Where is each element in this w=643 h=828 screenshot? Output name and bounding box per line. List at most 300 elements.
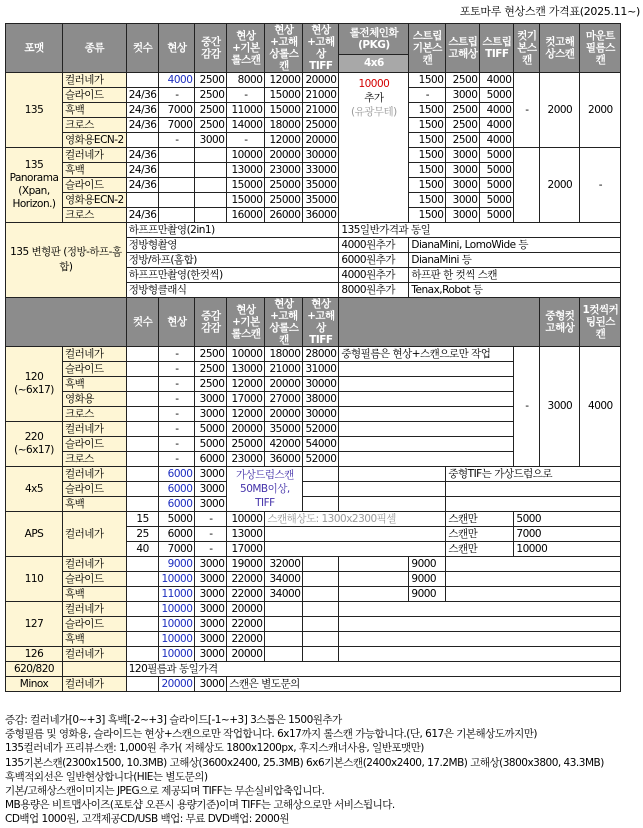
- basic-scan-price: -: [227, 88, 265, 103]
- push-price: 3000: [195, 497, 227, 512]
- push-price: 3000: [195, 407, 227, 422]
- film-type: 크로스: [63, 452, 127, 467]
- variant-name: 정방/하프(홈합): [126, 253, 339, 268]
- push-price: -: [195, 527, 227, 542]
- film-type: 흑백: [63, 497, 127, 512]
- hi-scan-price: 25000: [265, 193, 303, 208]
- format-620: 620/820: [6, 662, 63, 677]
- strip-hi: 3000: [446, 163, 480, 178]
- table-row: [6, 512, 621, 527]
- mid-hi-price: 3000: [540, 347, 580, 467]
- table-row: [6, 497, 621, 512]
- hi-scan-price: 25000: [265, 178, 303, 193]
- strip-basic: 1500: [409, 73, 446, 88]
- format-minox: Minox: [6, 677, 63, 692]
- film-type: 흑백: [63, 632, 127, 647]
- basic-scan-price: 17000: [227, 542, 265, 557]
- price-list-title: 포토마루 현상스캔 가격표(2025.11~): [459, 5, 640, 18]
- film-type: 흑백: [63, 103, 127, 118]
- push-price: 3000: [195, 632, 227, 647]
- cuts: 24/36: [126, 208, 159, 223]
- basic-scan-price: 20000: [227, 602, 265, 617]
- tiff-price: 25000: [303, 118, 339, 133]
- scan-only-price: 7000: [514, 527, 621, 542]
- format-aps: APS: [6, 512, 63, 557]
- strip-basic: 1500: [409, 193, 446, 208]
- basic-scan-price: 12000: [227, 407, 265, 422]
- table-row: [6, 223, 621, 238]
- header2-tiff: 현상+고해상TIFF: [303, 298, 339, 347]
- variant-name: 하프프만촬영(2in1): [126, 223, 339, 238]
- strip-basic: 1500: [409, 163, 446, 178]
- film-type: 컬러네가: [63, 73, 127, 88]
- basic-scan-price: 22000: [227, 632, 265, 647]
- table-row: [6, 647, 621, 662]
- push-price: 3000: [195, 647, 227, 662]
- dev-price: 7000: [159, 103, 195, 118]
- hi-scan-price: 32000: [265, 557, 303, 572]
- header-basic-roll: 현상+기본롤스캔: [227, 24, 265, 73]
- header-type: 종류: [63, 24, 127, 73]
- film-type: 크로스: [63, 407, 127, 422]
- tiff-price: 52000: [303, 422, 339, 437]
- push-price: 6000: [195, 452, 227, 467]
- print-note: (유광무테): [351, 106, 397, 118]
- strip-basic: 1500: [409, 118, 446, 133]
- strip-basic: -: [409, 88, 446, 103]
- basic-scan-price: 15000: [227, 178, 265, 193]
- format-620-note: 120필름과 동일가격: [126, 662, 621, 677]
- tiff-price: 35000: [303, 178, 339, 193]
- variant-price: 4000원추가: [339, 238, 409, 253]
- header-hi-roll: 현상+고해상롤스캔: [265, 24, 303, 73]
- table-row: [6, 662, 621, 677]
- film-type: 컬러네가: [63, 148, 127, 163]
- header-cut-basic: 컷기본스캔: [514, 24, 540, 73]
- tiff-price: 30000: [303, 377, 339, 392]
- dev-price: 10000: [159, 572, 195, 587]
- note-line: 흑백적외선은 일반현상합니다(HIE는 별도문의): [5, 770, 208, 783]
- note-line: CD백업 1000원, 고객제공CD/USB 백업: 무료 DVD백업: 2000원: [5, 813, 289, 826]
- strip-tiff: 5000: [480, 163, 514, 178]
- basic-scan-price: 13000: [227, 163, 265, 178]
- hi-scan-price: 12000: [265, 133, 303, 148]
- push-price: 2500: [195, 377, 227, 392]
- strip-hi: 2500: [446, 103, 480, 118]
- dev-price: -: [159, 422, 195, 437]
- note-line: 중형필름 및 영화용, 슬라이드는 현상+스캔으로만 작업합니다. 6x17까지 롤스캔 가능합니다.(단, 617은 기본해상도까지만): [5, 728, 537, 741]
- hi-scan-price: 23000: [265, 163, 303, 178]
- variant-price: 6000원추가: [339, 253, 409, 268]
- tiff-price: 31000: [303, 362, 339, 377]
- tiff-price: 30000: [303, 407, 339, 422]
- note-line: 증감: 컬러네가[0~+3] 흑백[-2~+3] 슬라이드[-1~+3] 3스톱은 1500원추가: [5, 714, 342, 726]
- strip-hi: 3000: [446, 88, 480, 103]
- scan-only-label: 스캔만: [446, 542, 514, 557]
- push-price: 3000: [195, 617, 227, 632]
- hi-scan-price: 42000: [265, 437, 303, 452]
- push-price: 3000: [195, 557, 227, 572]
- dev-price: 9000: [159, 557, 195, 572]
- tiff-price: 28000: [303, 347, 339, 362]
- note-line: MB용량은 비트맵사이즈(포토샵 오픈시 용량기준)이며 TIFF는 고해상으로만 서비스됩니다.: [5, 799, 395, 812]
- tiff-price: 21000: [303, 103, 339, 118]
- header-hi-tiff: 현상+고해상TIFF: [303, 24, 339, 73]
- strip-tiff: 5000: [480, 178, 514, 193]
- table-row: [6, 632, 621, 647]
- basic-scan-price: 22000: [227, 617, 265, 632]
- film-type: 컬러네가: [63, 602, 127, 617]
- note-line: 135컬러네가 프리뷰스캔: 1,000원 추가( 저해상도 1800x1200px, 후지스캐너사용, 일반포맷만): [5, 742, 424, 755]
- tiff-price: 52000: [303, 452, 339, 467]
- film-type: 슬라이드: [63, 362, 127, 377]
- table-row: [6, 467, 621, 482]
- film-type: 흑백: [63, 377, 127, 392]
- cuts: 24/36: [126, 118, 159, 133]
- variant-name: 하프프만촬영(한컷씩): [126, 268, 339, 283]
- strip-hi: 3000: [446, 208, 480, 223]
- cuts: 24/36: [126, 163, 159, 178]
- basic-scan-price: 15000: [227, 193, 265, 208]
- hi-scan-price: 34000: [265, 587, 303, 602]
- film-type: 영화용: [63, 392, 127, 407]
- hi-scan-price: 21000: [265, 362, 303, 377]
- dev-price: 7000: [159, 542, 195, 557]
- tiff-price: 54000: [303, 437, 339, 452]
- table-row: [6, 677, 621, 692]
- scan-only-label: 스캔만: [446, 512, 514, 527]
- strip-tiff: 5000: [480, 148, 514, 163]
- strip-tiff: 4000: [480, 118, 514, 133]
- basic-scan-price: 19000: [227, 557, 265, 572]
- push-price: 3000: [195, 133, 227, 148]
- tiff-price: 38000: [303, 392, 339, 407]
- tiff-price: 20000: [303, 133, 339, 148]
- variant-note: Tenax,Robot 등: [409, 283, 621, 298]
- push-price: 2500: [195, 118, 227, 133]
- format-127: 127: [6, 602, 63, 647]
- strip-hi: 2500: [446, 133, 480, 148]
- basic-scan-price: -: [227, 133, 265, 148]
- dev-price: 4000: [159, 73, 195, 88]
- cuts: 25: [126, 527, 159, 542]
- hi-scan-price: 35000: [265, 422, 303, 437]
- note-line: 135기본스캔(2300x1500, 10.3MB) 고해상(3600x2400, 25.3MB) 6x6기본스캔(2400x2400, 17.2MB) 고해상(3800x3800, 43.3MB): [5, 756, 604, 769]
- hi-scan-price: 18000: [265, 347, 303, 362]
- dev-price: -: [159, 392, 195, 407]
- drum-scan-note: 가상드럼스캔 50MB이상, TIFF: [227, 467, 303, 512]
- strip-basic: 1500: [409, 148, 446, 163]
- variant-name: 정방형촬영: [126, 238, 339, 253]
- push-price: 3000: [195, 482, 227, 497]
- hi-scan-price: 18000: [265, 118, 303, 133]
- tiff-price: 20000: [303, 73, 339, 88]
- dev-price: 20000: [159, 677, 195, 692]
- push-price: 3000: [195, 587, 227, 602]
- push-price: 5000: [195, 422, 227, 437]
- film-type: 크로스: [63, 118, 127, 133]
- dev-price: -: [159, 407, 195, 422]
- variant-note: 하프판 한 컷씩 스캔: [409, 268, 621, 283]
- variant-price: 4000원추가: [339, 268, 409, 283]
- scan-only-price: 10000: [514, 542, 621, 557]
- strip-hi: 2500: [446, 73, 480, 88]
- basic-scan-price: 22000: [227, 572, 265, 587]
- cuts: 24/36: [126, 178, 159, 193]
- format-110: 110: [6, 557, 63, 602]
- cut-hi: 2000: [540, 148, 580, 223]
- push-price: 3000: [195, 467, 227, 482]
- table-row: [6, 557, 621, 572]
- film-type: 크로스: [63, 208, 127, 223]
- medium-format-note: 중형필름은 현상+스캔으로만 작업: [339, 347, 514, 362]
- hi-scan-price: 20000: [265, 148, 303, 163]
- basic-scan-price: 17000: [227, 392, 265, 407]
- strip-tiff: 5000: [480, 193, 514, 208]
- basic-scan-price: 10000: [227, 148, 265, 163]
- film-type: 컬러네가: [63, 422, 127, 437]
- tiff-price: 35000: [303, 193, 339, 208]
- basic-scan-price: 12000: [227, 377, 265, 392]
- variant-note: DianaMini 등: [409, 253, 621, 268]
- hi-scan-price: 15000: [265, 88, 303, 103]
- strip-hi: 3000: [446, 178, 480, 193]
- hi-scan-price: 20000: [265, 407, 303, 422]
- film-type: 컬러네가: [63, 557, 127, 572]
- dev-price: 5000: [159, 512, 195, 527]
- basic-scan-price: 10000: [227, 347, 265, 362]
- header-mount: 마운트필름스캔: [580, 24, 621, 73]
- basic-scan-price: 25000: [227, 437, 265, 452]
- basic-scan-price: 13000: [227, 527, 265, 542]
- film-type: 슬라이드: [63, 437, 127, 452]
- dev-price: -: [159, 347, 195, 362]
- tiff-price: 33000: [303, 163, 339, 178]
- format-panorama: 135 Panorama (Xpan, Horizon.): [6, 148, 63, 223]
- header-format: 포맷: [6, 24, 63, 73]
- format-135: 135: [6, 73, 63, 148]
- cut-scan-price: 4000: [580, 347, 621, 467]
- price-table: [5, 23, 621, 692]
- dev-price: -: [159, 88, 195, 103]
- variant-name: 정방형클래식: [126, 283, 339, 298]
- basic-scan-price: 14000: [227, 118, 265, 133]
- dev-price: 6000: [159, 482, 195, 497]
- cuts: 24/36: [126, 103, 159, 118]
- basic-scan-price: 13000: [227, 362, 265, 377]
- format-4x5: 4x5: [6, 467, 63, 512]
- film-type: 컬러네가: [63, 347, 127, 362]
- mount-scan: 2000: [580, 73, 621, 148]
- tiff-price: 30000: [303, 148, 339, 163]
- strip-hi: 3000: [446, 148, 480, 163]
- tif-drum-note: 중형TIF는 가상드럼으로: [446, 467, 621, 482]
- header-4x6: 4x6: [339, 54, 409, 72]
- film-type: 슬라이드: [63, 617, 127, 632]
- film-type: 영화용ECN-2: [63, 193, 127, 208]
- minox-note: 스캔은 별도문의: [227, 677, 621, 692]
- scan-only-price: 5000: [514, 512, 621, 527]
- dev-price: -: [159, 437, 195, 452]
- variant-note: DianaMini, LomoWide 등: [409, 238, 621, 253]
- header-row-2: [6, 298, 621, 347]
- strip-tiff: 4000: [480, 73, 514, 88]
- hi-scan-price: 27000: [265, 392, 303, 407]
- cuts: [126, 73, 159, 88]
- push-price: 3000: [195, 602, 227, 617]
- aps-resolution: 스캔해상도: 1300x2300픽셀: [265, 512, 446, 527]
- strip-tiff: 5000: [480, 88, 514, 103]
- dev-price: 6000: [159, 527, 195, 542]
- header2-basic: 현상+기본롤스캔: [227, 298, 265, 347]
- dev-price: 11000: [159, 587, 195, 602]
- basic-scan-price: 20000: [227, 422, 265, 437]
- push-price: 2500: [195, 73, 227, 88]
- strip-basic: 1500: [409, 178, 446, 193]
- push-price: 3000: [195, 572, 227, 587]
- cuts: 24/36: [126, 148, 159, 163]
- film-type: 슬라이드: [63, 178, 127, 193]
- cuts: 15: [126, 512, 159, 527]
- cuts: 24/36: [126, 88, 159, 103]
- header2-hi: 현상+고해상롤스캔: [265, 298, 303, 347]
- basic-scan-price: 11000: [227, 103, 265, 118]
- film-type: 컬러네가: [63, 512, 127, 557]
- strip-basic: 1500: [409, 103, 446, 118]
- push-price: 2500: [195, 103, 227, 118]
- strip-basic: 1500: [409, 133, 446, 148]
- hi-scan-price: 20000: [265, 377, 303, 392]
- hi-scan-price: 26000: [265, 208, 303, 223]
- dev-price: 6000: [159, 467, 195, 482]
- strip-basic: 9000: [409, 587, 446, 602]
- film-type: 슬라이드: [63, 572, 127, 587]
- film-type: 컬러네가: [63, 467, 127, 482]
- hi-scan-price: 15000: [265, 103, 303, 118]
- scan-only-label: 스캔만: [446, 527, 514, 542]
- format-120: 120 (~6x17): [6, 347, 63, 422]
- header-push: 중간감감: [195, 24, 227, 73]
- cuts: [126, 193, 159, 208]
- header-strip-hi: 스트립고해상: [446, 24, 480, 73]
- table-row: [6, 617, 621, 632]
- dev-price: 10000: [159, 617, 195, 632]
- table-row: [6, 602, 621, 617]
- table-row: [6, 148, 621, 163]
- push-price: 5000: [195, 437, 227, 452]
- film-type: 슬라이드: [63, 482, 127, 497]
- push-price: -: [195, 512, 227, 527]
- table-row: [6, 572, 621, 587]
- basic-scan-price: 22000: [227, 587, 265, 602]
- push-price: 2500: [195, 362, 227, 377]
- dev-price: -: [159, 362, 195, 377]
- header-cuts: 컷수: [126, 24, 159, 73]
- header-print: 롤전체인화(PKG): [339, 24, 409, 55]
- dev-price: 10000: [159, 632, 195, 647]
- header2-cut-scan: 1컷씩커팅된스캔: [580, 298, 621, 347]
- note-line: 기본/고해상스캔이미지는 JPEG으로 제공되며 TIFF는 무손실비압축입니다.: [5, 785, 325, 798]
- strip-basic: 1500: [409, 208, 446, 223]
- film-type: 흑백: [63, 163, 127, 178]
- header-cut-hi: 컷고해상스캔: [540, 24, 580, 73]
- basic-scan-price: 16000: [227, 208, 265, 223]
- push-price: 2500: [195, 347, 227, 362]
- cut-basic: -: [514, 73, 540, 148]
- print-extra: 추가: [364, 92, 384, 104]
- hi-scan-price: 36000: [265, 452, 303, 467]
- format-220: 220 (~6x17): [6, 422, 63, 467]
- dev-price: -: [159, 452, 195, 467]
- film-type: 컬러네가: [63, 677, 127, 692]
- film-type: 슬라이드: [63, 88, 127, 103]
- cuts: 40: [126, 542, 159, 557]
- format-126: 126: [6, 647, 63, 662]
- dev-price: 6000: [159, 497, 195, 512]
- variant-price: 8000원추가: [339, 283, 409, 298]
- cut-hi: 2000: [540, 73, 580, 148]
- basic-scan-price: 10000: [227, 512, 265, 527]
- push-price: 2500: [195, 88, 227, 103]
- header2-cuts: 컷수: [126, 298, 159, 347]
- dev-price: -: [159, 377, 195, 392]
- basic-scan-price: 8000: [227, 73, 265, 88]
- basic-scan-price: 23000: [227, 452, 265, 467]
- push-price: 3000: [195, 677, 227, 692]
- print-price: 10000: [358, 78, 390, 90]
- strip-hi: 3000: [446, 193, 480, 208]
- film-type: 컬러네가: [63, 647, 127, 662]
- strip-tiff: 4000: [480, 103, 514, 118]
- cuts: [126, 133, 159, 148]
- film-type: 흑백: [63, 587, 127, 602]
- film-type: 영화용ECN-2: [63, 133, 127, 148]
- cut-basic: -: [514, 347, 540, 467]
- header-dev: 현상: [159, 24, 195, 73]
- dev-price: 7000: [159, 118, 195, 133]
- strip-basic: 9000: [409, 572, 446, 587]
- dev-price: 10000: [159, 647, 195, 662]
- strip-hi: 2500: [446, 118, 480, 133]
- header2-push: 증감감감: [195, 298, 227, 347]
- strip-tiff: 4000: [480, 133, 514, 148]
- header2-dev: 현상: [159, 298, 195, 347]
- mount-scan: -: [580, 148, 621, 223]
- hi-scan-price: 12000: [265, 73, 303, 88]
- strip-basic: 9000: [409, 557, 446, 572]
- format-135-variant: 135 변형판 (정방-하프-홈합): [6, 223, 127, 298]
- dev-price: 10000: [159, 602, 195, 617]
- dev-price: -: [159, 133, 195, 148]
- header-row: [6, 24, 621, 55]
- table-row: [6, 347, 621, 362]
- print-package: [339, 73, 409, 223]
- header-strip-tiff: 스트립TIFF: [480, 24, 514, 73]
- notes-section: [5, 713, 641, 827]
- header-strip-basic: 스트립기본스캔: [409, 24, 446, 73]
- table-row: [6, 482, 621, 497]
- header2-mid-hi: 중형컷고해상: [540, 298, 580, 347]
- tiff-price: 21000: [303, 88, 339, 103]
- hi-scan-price: 34000: [265, 572, 303, 587]
- push-price: 3000: [195, 392, 227, 407]
- basic-scan-price: 20000: [227, 647, 265, 662]
- table-row: [6, 73, 621, 88]
- table-row: [6, 587, 621, 602]
- push-price: -: [195, 542, 227, 557]
- strip-tiff: 5000: [480, 208, 514, 223]
- variant-price: 135일반가격과 동일: [339, 223, 621, 238]
